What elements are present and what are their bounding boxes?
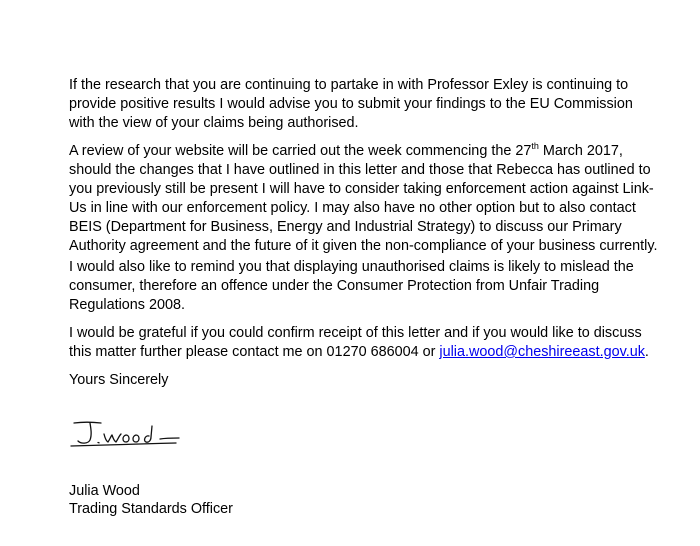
paragraph-website-review	[69, 142, 659, 255]
paragraph-website-review-text-end: March 2017, should the changes that I have outlined in this letter and those that Rebecca has outlined to you previously still be present I will have to consider taking enforcement action against Link-Us in line with our enforcement policy. I may also have no other option but to also contact BEIS (Department for Business, Energy and Industrial Strategy) to discuss our Primary Authority agreement and the future of it given the non-compliance of your business currently.	[69, 143, 658, 254]
paragraph-website-review-text-start: A review of your website will be carried out the week commencing the 27	[69, 143, 532, 159]
paragraph-contact	[69, 324, 659, 362]
paragraph-contact-end: .	[644, 343, 649, 360]
handwritten-signature	[68, 413, 183, 449]
paragraph-reminder: I would also like to remind you that displaying unauthorised claims is likely to mislead the consumer, therefore an offence under the Consumer Protection from Unfair Trading Regulations 2008.	[69, 259, 634, 313]
signatory-name: Julia Wood	[69, 483, 140, 499]
paragraph-contact-text: I would be grateful if you could confirm receipt of this letter and if you would like to discuss this matter further please contact me on 01270 686004 or	[69, 325, 642, 360]
signatory-title: Trading Standards Officer	[69, 501, 233, 517]
closing-salutation: Yours Sincerely	[69, 372, 169, 388]
paragraph-research: If the research that you are continuing to partake in with Professor Exley is continuing to provide positive results I would advise you to submit your findings to the EU Commission with the view of your claims being authorised.	[69, 77, 633, 131]
ordinal-suffix: th	[531, 141, 539, 152]
email-link[interactable]: julia.wood@cheshireeast.gov.uk	[439, 343, 645, 360]
